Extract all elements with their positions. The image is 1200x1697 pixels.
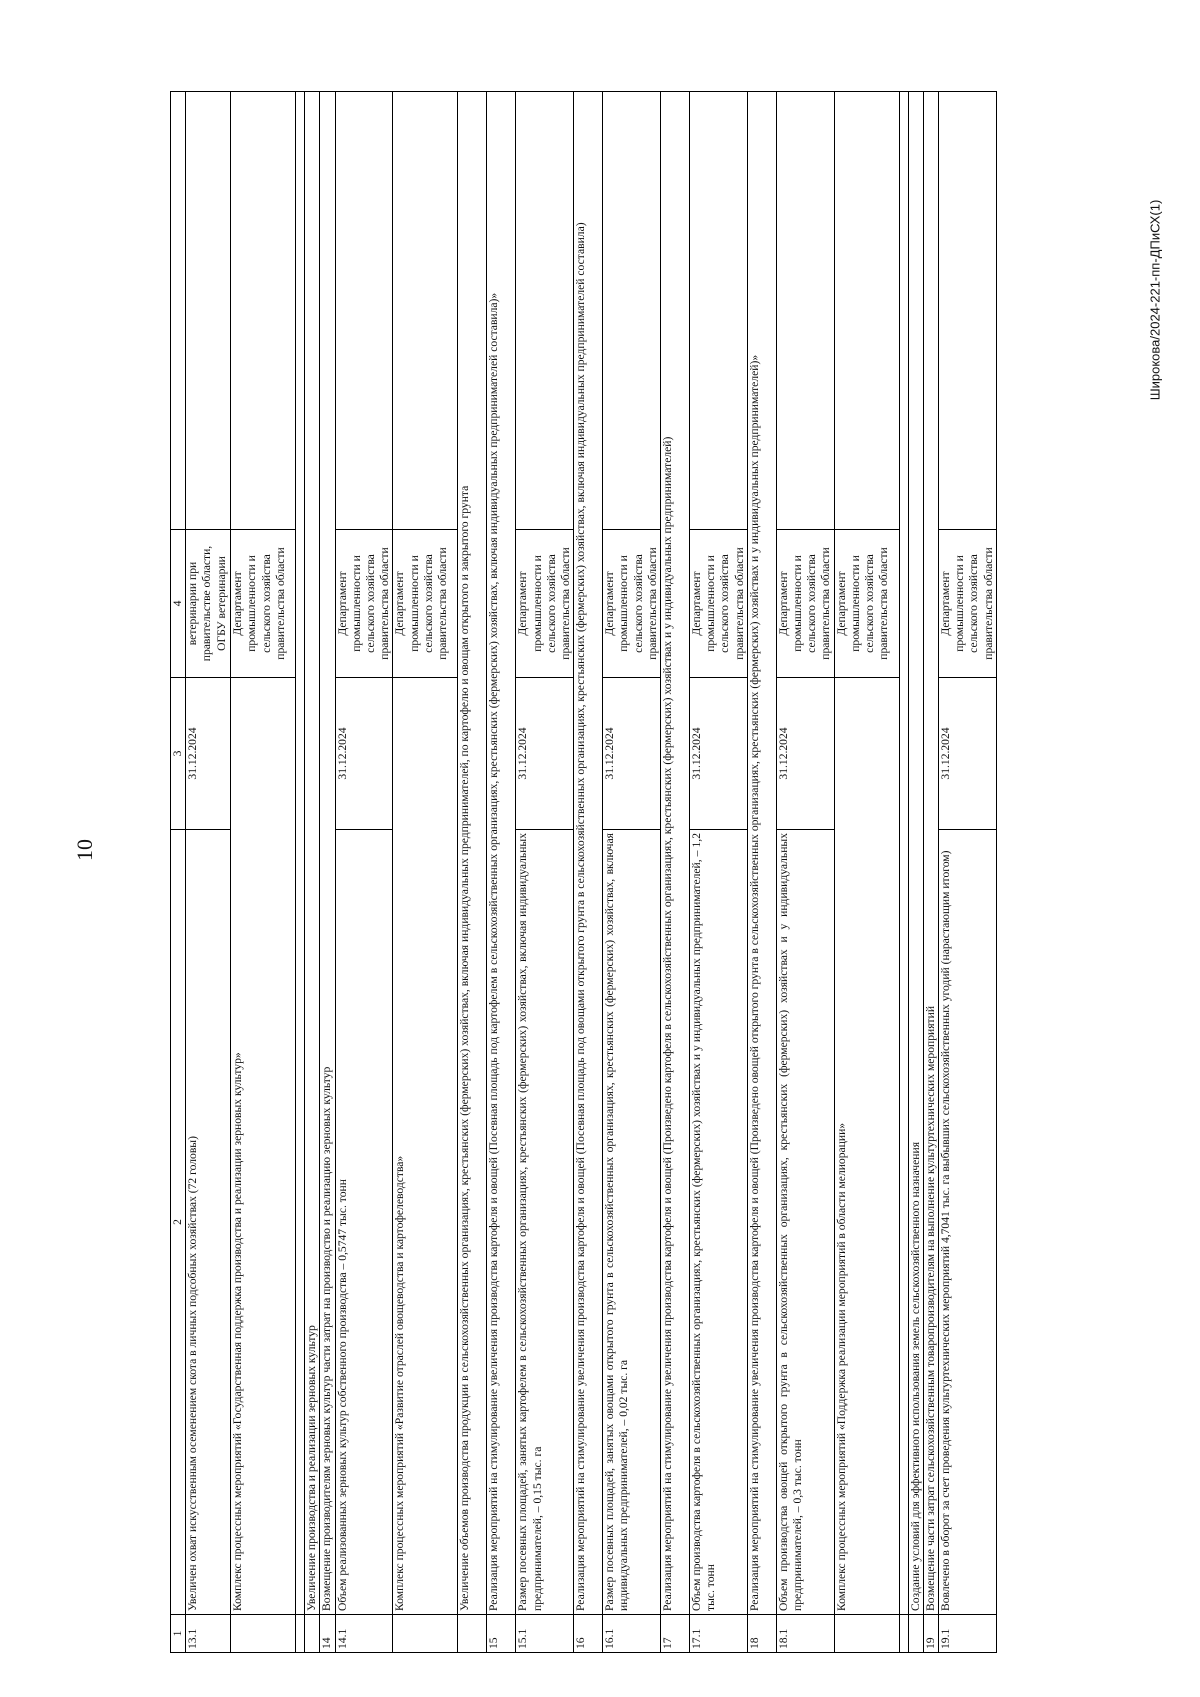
row-number-cell: 18.1	[776, 1615, 834, 1653]
blank-cell	[516, 92, 574, 530]
table-row	[908, 92, 923, 1653]
responsible-cell: Департамент промышленности и сельского хозяйства правительства области	[834, 530, 899, 678]
task-title-cell: Реализация мероприятий на стимулирование увеличения производства картофеля и овощей (Произведено картофеля в сельскохозяйственных организациях, крестьянских (фермерских) хозяйствах и у индивидуальных предпринимателей)	[661, 92, 690, 1615]
row-number-cell	[834, 1615, 899, 1653]
table-row	[231, 92, 296, 1653]
section-title-cell: Увеличение производства и реализации зерновых культур	[305, 92, 320, 1615]
gap-cell	[899, 92, 908, 1615]
table-body	[186, 92, 997, 1653]
table-row	[747, 92, 776, 1653]
table-row	[516, 92, 574, 1653]
page-number: 10	[72, 839, 97, 861]
row-number-cell: 14.1	[335, 1615, 393, 1653]
deadline-cell: 31.12.2024	[690, 678, 748, 830]
task-title-cell: Увеличение объемов производства продукции в сельскохозяйственных организациях, крестьянских (фермерских) хозяйствах, включая индивидуальных предпринимателей, по картофелю и овощам открытого и закрытого грунта	[458, 92, 487, 1615]
deadline-cell: 31.12.2024	[603, 678, 661, 830]
table-row	[487, 92, 516, 1653]
row-number-cell	[231, 1615, 296, 1653]
responsible-cell: Департамент промышленности и сельского хозяйства правительства области	[335, 530, 393, 678]
responsible-cell: ветеринарии при правительстве области, ОГБУ ветеринарии	[186, 530, 231, 678]
row-number-cell	[296, 1615, 305, 1653]
table-row	[899, 92, 908, 1653]
indicator-text-cell: Вовлечено в оборот за счет проведения культуртехнических мероприятий 4,7041 тыс. га выбывших сельскохозяйственных угодий (нарастающим итогом)	[939, 830, 997, 1615]
task-title-cell: Реализация мероприятий на стимулирование увеличения производства картофеля и овощей (Посевная площадь под овощами открытого грунта в сельскохозяйственных организациях, крестьянских (фермерских) хозяйствах, включая индивидуальных предпринимателей составила)	[574, 92, 603, 1615]
section-title-cell: Возмещение части затрат сельскохозяйственным товаропроизводителям на выполнение культуртехнических мероприятий	[923, 92, 938, 1615]
section-title-cell: Создание условий для эффективного использования земель сельскохозяйственного назначения	[908, 92, 923, 1615]
row-number-cell: 15.1	[516, 1615, 574, 1653]
row-number-cell: 13.1	[186, 1615, 231, 1653]
task-title-cell: Реализация мероприятий на стимулирование увеличения производства картофеля и овощей (Произведено овощей открытого грунта в сельскохозяйственных организациях, крестьянских (фермерских) хозяйствах и у индивидуальных предпринимателей)»	[747, 92, 776, 1615]
row-number-cell: 17.1	[690, 1615, 748, 1653]
table-row	[393, 92, 458, 1653]
table-row	[690, 92, 748, 1653]
col-header-1: 1	[171, 1615, 186, 1653]
row-number-cell: 18	[747, 1615, 776, 1653]
process-title-cell: Комплекс процессных мероприятий «Поддержка реализации мероприятий в области мелиорации»	[834, 678, 899, 1615]
header-row	[171, 92, 186, 1653]
row-number-cell: 16.1	[603, 1615, 661, 1653]
row-number-cell: 15	[487, 1615, 516, 1653]
indicator-text-cell: Объем реализованных зерновых культур собственного производства – 0,5747 тыс. тонн	[335, 830, 393, 1615]
responsible-cell: Департамент промышленности и сельского хозяйства правительства области	[516, 530, 574, 678]
responsible-cell: Департамент промышленности и сельского хозяйства правительства области	[939, 530, 997, 678]
table-row	[305, 92, 320, 1653]
indicator-text-cell: Размер посевных площадей, занятых овощами открытого грунта в сельскохозяйственных организациях, крестьянских (фермерских) хозяйствах, включая индивидуальных предпринимателей, – 0,02 тыс. га	[603, 830, 661, 1615]
gap-cell	[296, 92, 305, 1615]
table-row	[320, 92, 335, 1653]
col-header-3: 3	[171, 678, 186, 830]
blank-cell	[776, 92, 834, 530]
indicator-text-cell: Объем производства овощей открытого грунта в сельскохозяйственных организациях, крестьянских (фермерских) хозяйствах и у индивидуальных предпринимателей, – 0,3 тыс. тонн	[776, 830, 834, 1615]
row-number-cell	[305, 1615, 320, 1653]
table-row	[296, 92, 305, 1653]
row-number-cell: 19	[923, 1615, 938, 1653]
col-header-2: 2	[171, 830, 186, 1615]
table-row	[661, 92, 690, 1653]
table-row	[458, 92, 487, 1653]
row-number-cell: 14	[320, 1615, 335, 1653]
plan-table	[170, 91, 997, 1653]
row-number-cell	[393, 1615, 458, 1653]
blank-cell	[231, 92, 296, 530]
responsible-cell: Департамент промышленности и сельского хозяйства правительства области	[393, 530, 458, 678]
rotated-table-container	[170, 91, 995, 1653]
document-footer: Широкова/2024-221-пп-ДПиСХ(1)	[1147, 199, 1163, 401]
blank-cell	[834, 92, 899, 530]
blank-cell	[939, 92, 997, 530]
table-row	[923, 92, 938, 1653]
col-header-4: 4	[171, 530, 186, 678]
row-number-cell	[899, 1615, 908, 1653]
blank-cell	[690, 92, 748, 530]
blank-cell	[335, 92, 393, 530]
table-row	[776, 92, 834, 1653]
process-title-cell: Комплекс процессных мероприятий «Государственная поддержка производства и реализации зерновых культур»	[231, 678, 296, 1615]
indicator-text-cell: Размер посевных площадей, занятых картофелем в сельскохозяйственных организациях, крестьянских (фермерских) хозяйствах, включая индивидуальных предпринимателей, – 0,15 тыс. га	[516, 830, 574, 1615]
row-number-cell: 16	[574, 1615, 603, 1653]
responsible-cell: Департамент промышленности и сельского хозяйства правительства области	[231, 530, 296, 678]
deadline-cell: 31.12.2024	[186, 678, 231, 830]
deadline-cell: 31.12.2024	[516, 678, 574, 830]
table-row	[939, 92, 997, 1653]
table-row	[335, 92, 393, 1653]
responsible-cell: Департамент промышленности и сельского хозяйства правительства области	[690, 530, 748, 678]
blank-cell	[393, 92, 458, 530]
blank-cell	[603, 92, 661, 530]
row-number-cell: 19.1	[939, 1615, 997, 1653]
table-row	[834, 92, 899, 1653]
deadline-cell: 31.12.2024	[776, 678, 834, 830]
table-row	[186, 92, 231, 1653]
row-number-cell: 17	[661, 1615, 690, 1653]
process-title-cell: Комплекс процессных мероприятий «Развитие отраслей овощеводства и картофелеводства»	[393, 678, 458, 1615]
blank-cell	[186, 92, 231, 530]
section-title-cell: Возмещение производителям зерновых культур части затрат на производство и реализацию зерновых культур	[320, 92, 335, 1615]
deadline-cell: 31.12.2024	[335, 678, 393, 830]
deadline-cell: 31.12.2024	[939, 678, 997, 830]
row-number-cell	[908, 1615, 923, 1653]
row-number-cell	[458, 1615, 487, 1653]
indicator-text-cell: Объем производства картофеля в сельскохозяйственных организациях, крестьянских (фермерских) хозяйствах и у индивидуальных предпринимателей, – 1,2 тыс. тонн	[690, 830, 748, 1615]
table-row	[603, 92, 661, 1653]
table-row	[574, 92, 603, 1653]
indicator-text-cell: Увеличен охват искусственным осеменением скота в личных подсобных хозяйствах (72 головы)	[186, 830, 231, 1615]
responsible-cell: Департамент промышленности и сельского хозяйства правительства области	[603, 530, 661, 678]
col-header-blank	[171, 92, 186, 530]
responsible-cell: Департамент промышленности и сельского хозяйства правительства области	[776, 530, 834, 678]
task-title-cell: Реализация мероприятий на стимулирование увеличения производства картофеля и овощей (Посевная площадь под картофелем в сельскохозяйственных организациях, крестьянских (фермерских) хозяйствах, включая индивидуальных предпринимателей составила)»	[487, 92, 516, 1615]
